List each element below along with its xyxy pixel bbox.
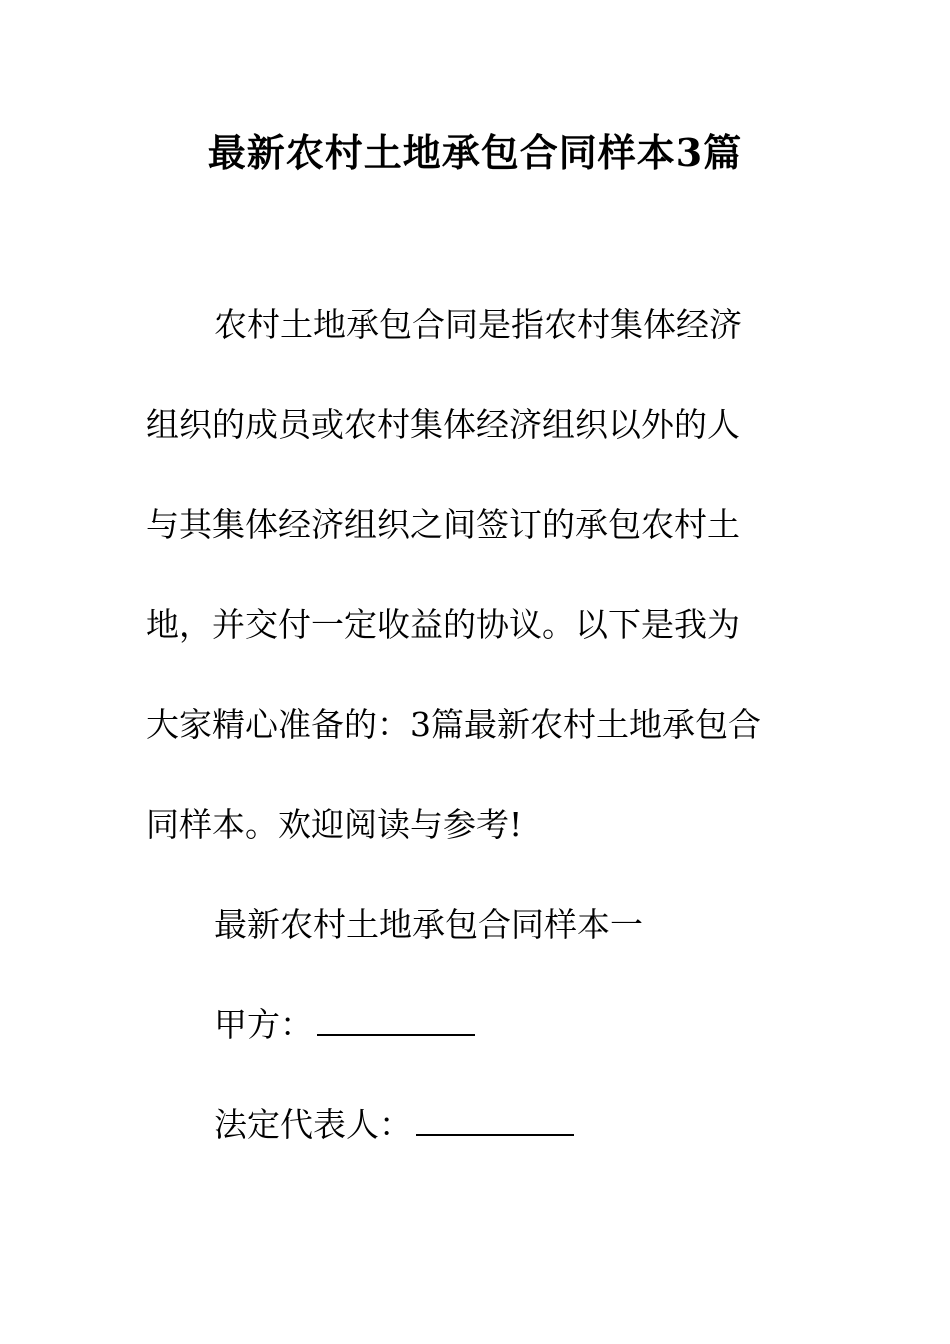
intro-line: 农村土地承包合同是指农村集体经济 bbox=[214, 305, 742, 344]
intro-line: 同样本。欢迎阅读与参考! bbox=[146, 805, 523, 844]
intro-line: 地，并交付一定收益的协议。以下是我为 bbox=[146, 605, 740, 644]
party-a-blank-line bbox=[317, 1004, 475, 1036]
party-a-label: 甲方： bbox=[214, 1005, 313, 1044]
intro-line: 大家精心准备的：3篇最新农村土地承包合 bbox=[146, 705, 761, 744]
intro-line: 与其集体经济组织之间签订的承包农村土 bbox=[146, 505, 740, 544]
legal-rep-blank-line bbox=[416, 1104, 574, 1136]
intro-paragraph bbox=[146, 300, 806, 900]
legal-rep-field bbox=[214, 1100, 574, 1150]
section-heading: 最新农村土地承包合同样本一 bbox=[214, 905, 643, 944]
legal-rep-label: 法定代表人： bbox=[214, 1105, 412, 1144]
intro-line: 组织的成员或农村集体经济组织以外的人 bbox=[146, 405, 740, 444]
document-title: 最新农村土地承包合同样本3篇 bbox=[207, 130, 743, 175]
party-a-field bbox=[214, 1000, 475, 1050]
